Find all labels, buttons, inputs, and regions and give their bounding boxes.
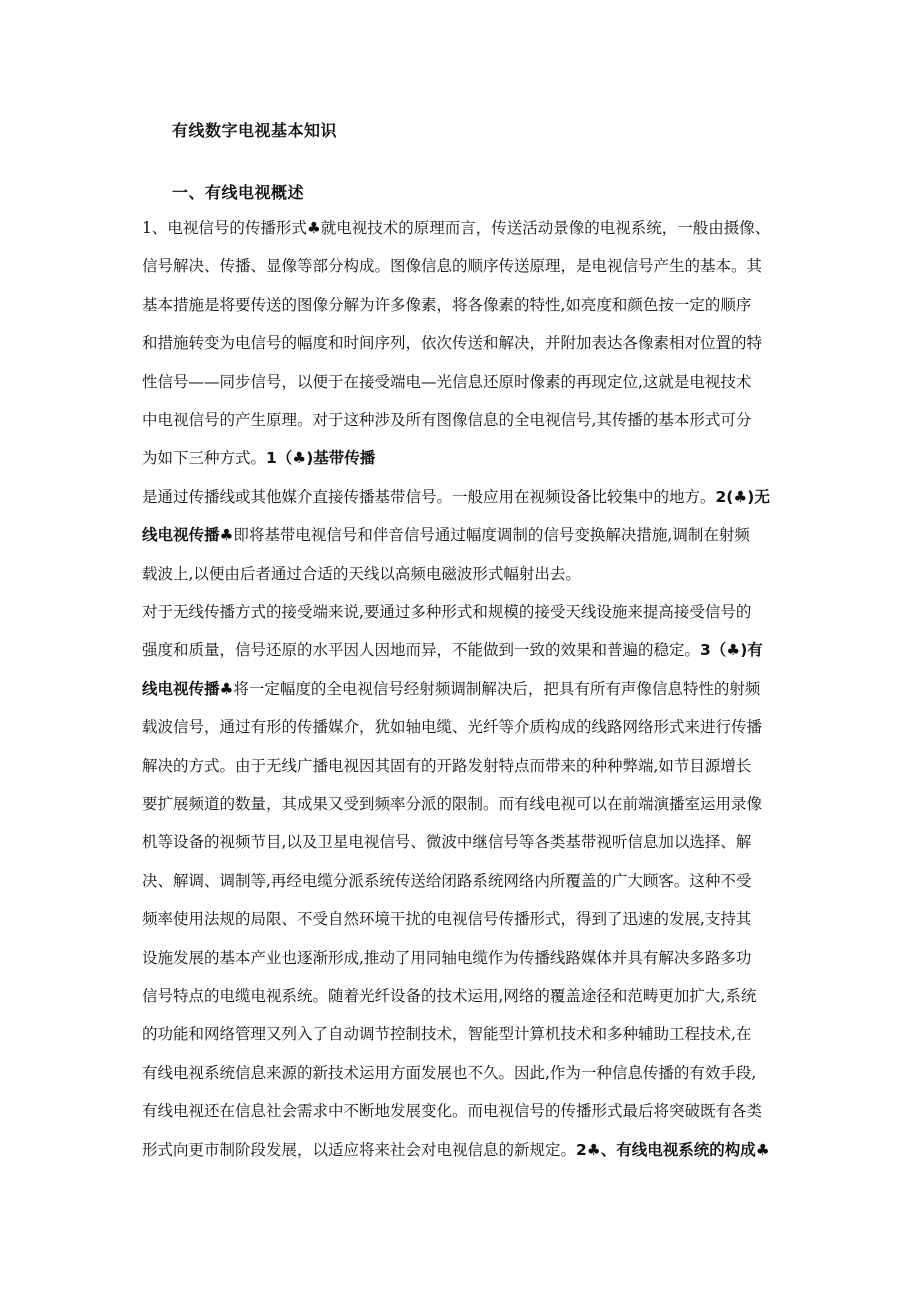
body-line [142, 717, 762, 737]
body-line [142, 525, 750, 545]
body-line [142, 986, 756, 1006]
body-line [142, 410, 751, 430]
text-run: 载波上,以便由后者通过合适的天线以高频电磁波形式幅射出去。 [142, 564, 581, 583]
text-run: 是通过传播线或其他媒介直接传播基带信号。一般应用在视频设备比较集中的地方。 [142, 487, 716, 506]
text-run: 性信号——同步信号，以便于在接受端电—光信息还原时像素的再现定位,这就是电视技术 [142, 372, 752, 391]
text-run: 为如下三种方式。 [142, 449, 267, 468]
body-line [142, 756, 751, 776]
text-run: 信号特点的电缆电视系统。随着光纤设备的技术运用,网络的覆盖途径和范畴更加扩大,系统 [142, 987, 757, 1005]
bold-run: 3（♣)有 [700, 641, 763, 660]
text-run: 决、解调、调制等,再经电缆分派系统传送给闭路系统网络内所覆盖的广大顾客。这种不受 [142, 871, 752, 890]
bold-run: 1（♣)基带传播 [266, 449, 376, 468]
section-heading: 一、有线电视概述 [172, 183, 305, 202]
bold-run: 2♣、有线电视系统的构成♣ [576, 1140, 770, 1159]
body-line [142, 295, 751, 315]
body-line [142, 640, 763, 660]
text-run: 强度和质量，信号还原的水平因人因地而异，不能做到一致的效果和普遍的稳定。 [142, 641, 701, 660]
text-run: 形式向更市制阶段发展，以适应将来社会对电视信息的新规定。 [142, 1140, 577, 1159]
text-run: 基本措施是将要传送的图像分解为许多像素，将各像素的特性,如亮度和颜色按一定的顺序 [142, 295, 752, 314]
text-run: 中电视信号的产生原理。对于这种涉及所有图像信息的全电视信号,其传播的基本形式可分 [142, 411, 752, 429]
text-run: 要扩展频道的数量，其成果又受到频率分派的限制。而有线电视可以在前端演播室运用录像 [142, 795, 763, 813]
text-run: 载波信号，通过有形的传播媒介，犹如轴电缆、光纤等介质构成的线路网络形式来进行传播 [142, 718, 763, 737]
body-line [142, 871, 751, 891]
text-run: 信号解决、传播、显像等部分构成。图像信息的顺序传送原理，是电视信号产生的基本。其 [142, 257, 763, 276]
body-line [142, 948, 751, 968]
text-run: 即将基带电视信号和伴音信号通过幅度调制的信号变换解决措施,调制在射频 [233, 526, 750, 545]
body-line [142, 832, 751, 852]
text-run: 和措施转变为电信号的幅度和时间序列，依次传送和解决，并附加表达各像素相对位置的特 [142, 334, 763, 353]
body-line [142, 909, 751, 929]
body-line [142, 1024, 751, 1044]
text-run: 有线电视还在信息社会需求中不断地发展变化。而电视信号的传播形式最后将突破既有各类 [142, 1102, 763, 1121]
body-line [142, 602, 751, 622]
body-line [142, 794, 762, 814]
bold-run: 2(♣)无 [715, 487, 770, 506]
body-line [142, 256, 762, 276]
bold-run: 线电视传播♣ [142, 679, 234, 698]
body-line [142, 1140, 770, 1160]
text-run: 1、电视信号的传播形式♣就电视技术的原理而言，传送活动景像的电视系统，一般由摄像、 [142, 219, 771, 237]
body-line [142, 372, 751, 392]
text-run: 对于无线传播方式的接受端来说,要通过多种形式和规模的接受天线设施来提高接受信号的 [142, 603, 752, 621]
body-line [142, 333, 762, 353]
body-line [142, 448, 375, 468]
text-run: 设施发展的基本产业也逐渐形成,推动了用同轴电缆作为传播线路媒体并具有解决多路多功 [142, 948, 752, 967]
body-line [142, 679, 760, 699]
text-run: 有线电视系统信息来源的新技术运用方面发展也不久。因此,作为一种信息传播的有效手段, [142, 1063, 757, 1082]
document-title: 有线数字电视基本知识 [172, 121, 338, 140]
text-run: 机等设备的视频节目,以及卫星电视信号、微波中继信号等各类基带视听信息加以选择、解 [142, 833, 752, 852]
body-line [142, 487, 770, 507]
text-run: 频率使用法规的局限、不受自然环境干扰的电视信号传播形式，得到了迅速的发展,支持其 [142, 910, 752, 929]
body-line [142, 564, 581, 584]
text-run: 将一定幅度的全电视信号经射频调制解决后，把具有所有声像信息特性的射频 [233, 679, 761, 698]
bold-run: 线电视传播♣ [142, 526, 234, 545]
body-line [142, 218, 770, 238]
text-run: 解决的方式。由于无线广播电视因其固有的开路发射特点而带来的种种弊端,如节目源增长 [142, 756, 752, 775]
body-line [142, 1063, 756, 1083]
text-run: 的功能和网络管理又列入了自动调节控制技术，智能型计算机技术和多种辅助工程技术,在 [142, 1025, 752, 1044]
body-line [142, 1101, 762, 1121]
